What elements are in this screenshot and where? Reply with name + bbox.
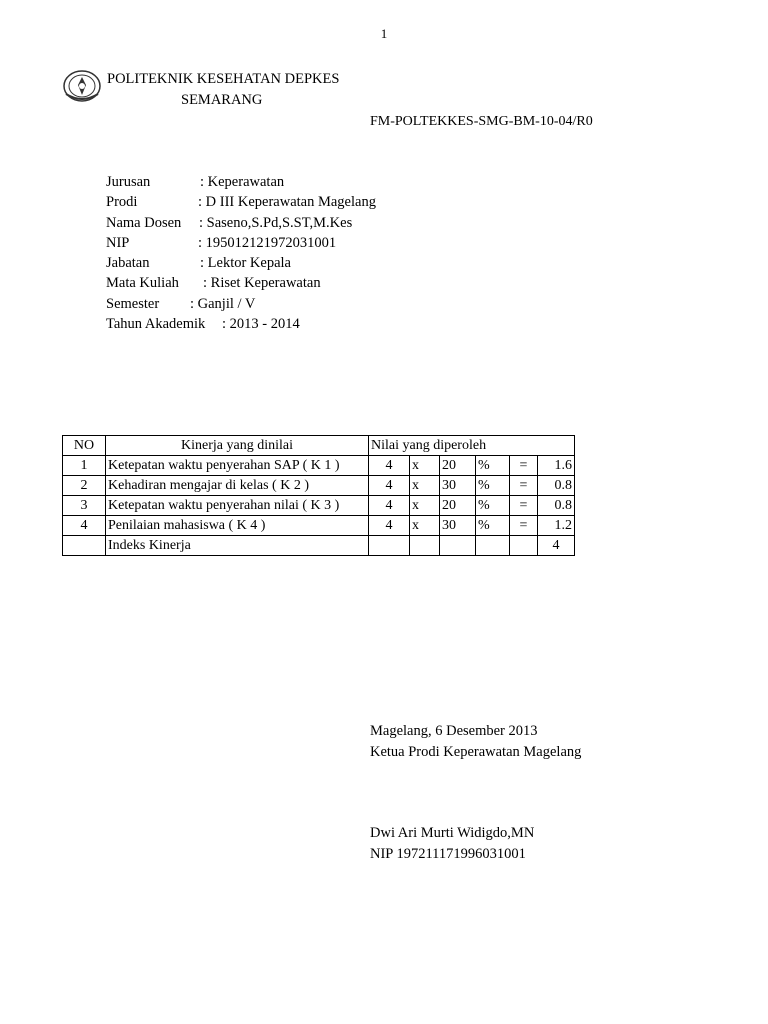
page-number: 1 xyxy=(380,26,388,41)
row-result: 1.2 xyxy=(538,516,575,536)
row-score: 4 xyxy=(369,456,410,476)
row-result: 0.8 xyxy=(538,496,575,516)
row-percent: % xyxy=(476,496,510,516)
signatory-nip: NIP 197211171996031001 xyxy=(370,846,526,862)
row-weight: 20 xyxy=(440,456,476,476)
institution-city: SEMARANG xyxy=(181,92,263,108)
empty-cell xyxy=(410,536,440,556)
header-nilai: Nilai yang diperoleh xyxy=(369,436,575,456)
row-result: 0.8 xyxy=(538,476,575,496)
row-percent: % xyxy=(476,516,510,536)
info-label: Jurusan xyxy=(106,174,151,190)
row-score: 4 xyxy=(369,476,410,496)
table-total-row xyxy=(63,536,575,556)
info-value: : Ganjil / V xyxy=(190,295,256,312)
header-kinerja: Kinerja yang dinilai xyxy=(106,436,369,456)
info-value: : Keperawatan xyxy=(200,174,285,190)
row-percent: % xyxy=(476,456,510,476)
info-value: : Saseno,S.Pd,S.ST,M.Kes xyxy=(199,214,353,231)
row-equals: = xyxy=(510,496,538,516)
signature-place-date: Magelang, 6 Desember 2013 xyxy=(370,723,538,739)
row-times: x xyxy=(410,476,440,496)
info-label: Prodi xyxy=(106,194,138,211)
empty-cell xyxy=(510,536,538,556)
total-no-cell xyxy=(63,536,106,556)
info-value: : Riset Keperawatan xyxy=(203,275,321,292)
table-row xyxy=(63,476,575,496)
signatory-name: Dwi Ari Murti Widigdo,MN xyxy=(370,825,535,841)
row-equals: = xyxy=(510,516,538,536)
row-no: 3 xyxy=(63,496,106,516)
row-no: 1 xyxy=(63,456,106,476)
row-kinerja: Ketepatan waktu penyerahan SAP ( K 1 ) xyxy=(106,456,369,476)
row-equals: = xyxy=(510,476,538,496)
row-weight: 20 xyxy=(440,496,476,516)
row-no: 4 xyxy=(63,516,106,536)
row-kinerja: Ketepatan waktu penyerahan nilai ( K 3 ) xyxy=(106,496,369,516)
info-label: Mata Kuliah xyxy=(106,275,179,292)
row-kinerja: Penilaian mahasiswa ( K 4 ) xyxy=(106,516,369,536)
info-label: Tahun Akademik xyxy=(106,316,206,333)
empty-cell xyxy=(476,536,510,556)
signature-position: Ketua Prodi Keperawatan Magelang xyxy=(370,744,582,760)
row-result: 1.6 xyxy=(538,456,575,476)
info-label: Nama Dosen xyxy=(106,214,182,231)
row-no: 2 xyxy=(63,476,106,496)
info-value: : 2013 - 2014 xyxy=(222,316,300,333)
total-value: 4 xyxy=(538,536,575,556)
performance-table xyxy=(62,435,575,556)
row-times: x xyxy=(410,456,440,476)
total-label: Indeks Kinerja xyxy=(106,536,369,556)
info-value: : Lektor Kepala xyxy=(200,255,291,272)
header-no: NO xyxy=(63,436,106,456)
row-percent: % xyxy=(476,476,510,496)
table-row xyxy=(63,496,575,516)
row-times: x xyxy=(410,516,440,536)
row-score: 4 xyxy=(369,516,410,536)
table-row xyxy=(63,516,575,536)
info-label: NIP xyxy=(106,234,130,251)
empty-cell xyxy=(369,536,410,556)
row-kinerja: Kehadiran mengajar di kelas ( K 2 ) xyxy=(106,476,369,496)
table-row xyxy=(63,456,575,476)
table-header-row xyxy=(63,436,575,456)
info-label: Jabatan xyxy=(106,255,150,272)
row-score: 4 xyxy=(369,496,410,516)
empty-cell xyxy=(440,536,476,556)
row-weight: 30 xyxy=(440,516,476,536)
institution-seal-icon xyxy=(62,68,102,104)
row-times: x xyxy=(410,496,440,516)
institution-name: POLITEKNIK KESEHATAN DEPKES xyxy=(107,71,340,87)
row-equals: = xyxy=(510,456,538,476)
info-value: : 195012121972031001 xyxy=(198,234,337,251)
form-code: FM-POLTEKKES-SMG-BM-10-04/R0 xyxy=(370,114,593,129)
info-label: Semester xyxy=(106,295,160,312)
info-value: : D III Keperawatan Magelang xyxy=(198,194,376,211)
row-weight: 30 xyxy=(440,476,476,496)
